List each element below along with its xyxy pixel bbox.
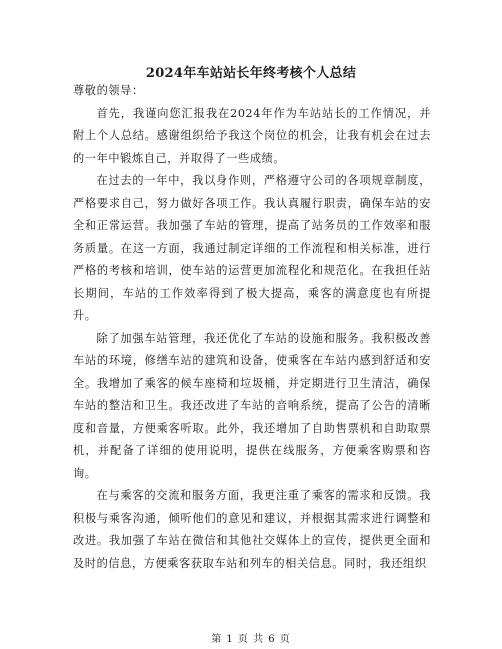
paragraph-1: 首先，我谨向您汇报我在2024年作为车站站长的工作情况，并附上个人总结。感谢组织给予我这个岗位的机会，让我有机会在过去的一年中锻炼自己，并取得了一些成绩。	[73, 106, 431, 165]
page-number-footer: 第 1 页 共 6 页	[211, 634, 291, 645]
greeting-line: 尊敬的领导：	[73, 84, 144, 97]
paragraph-3: 除了加强车站管理，我还优化了车站的设施和服务。我积极改善车站的环境，修缮车站的建筑和设备，使乘客在车站内感到舒适和安全。我增加了乘客的候车座椅和垃圾桶，并定期进行卫生清洁，确保车站的整洁和卫生。我还改进了车站的音响系统，提高了公告的清晰度和音量，方便乘客听取。此外，我还增加了自助售票机和自助取票机，并配备了详细的使用说明，提供在线服务，方便乘客购票和咨询。	[73, 331, 431, 480]
paragraph-4: 在与乘客的交流和服务方面，我更注重了乘客的需求和反馈。我积极与乘客沟通，倾听他们的意见和建议，并根据其需求进行调整和改进。我加强了车站在微信和其他社交媒体上的宣传，提供更全面和及时的信息，方便乘客获取车站和列车的相关信息。同时，我还组织	[73, 489, 431, 570]
paragraph-2: 在过去的一年中，我以身作则，严格遵守公司的各项规章制度，严格要求自己，努力做好各项工作。我认真履行职责，确保车站的安全和正常运营。我加强了车站的管理，提高了站务员的工作效率和服务质量。在这一方面，我通过制定详细的工作流程和相关标准，进行严格的考核和培训，使车站的运营更加流程化和规范化。在我担任站长期间，车站的工作效率得到了极大提高，乘客的满意度也有所提升。	[73, 174, 431, 322]
document-title: 2024年车站站长年终考核个人总结	[145, 66, 357, 81]
document-body	[73, 80, 431, 575]
